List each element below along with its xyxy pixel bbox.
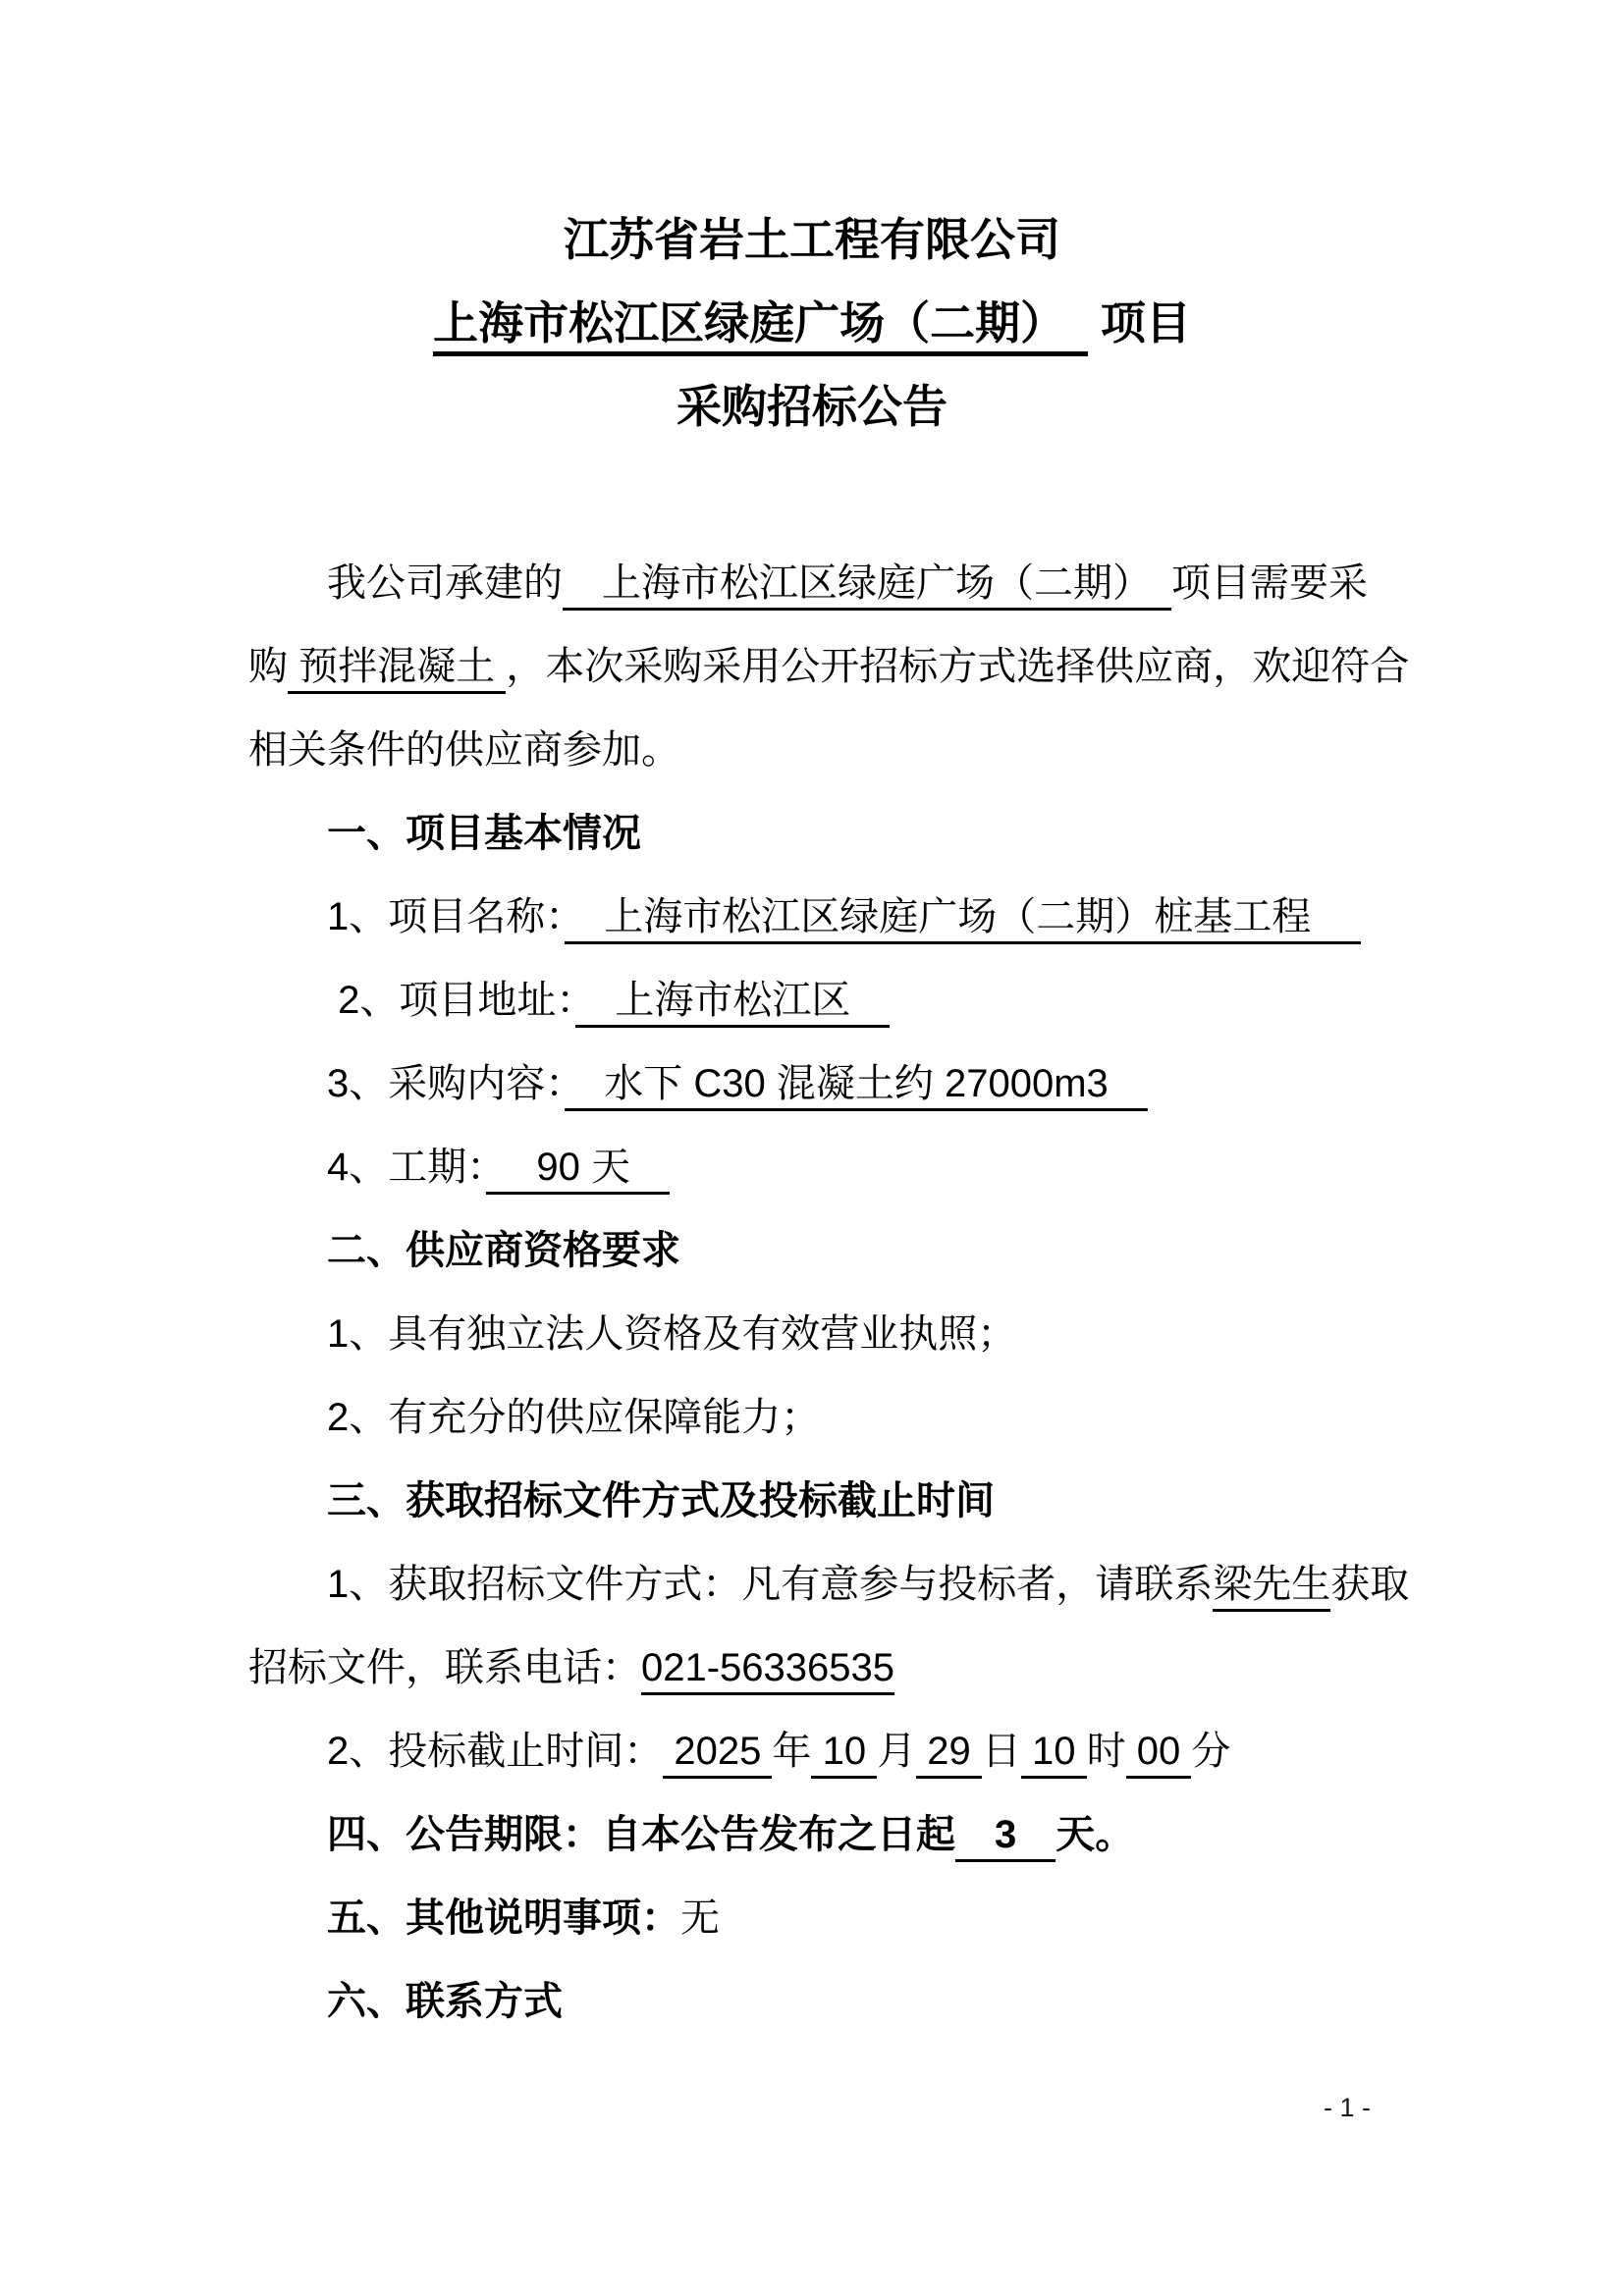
- duration-label: 4、工期：: [327, 1146, 487, 1189]
- deadline-year-unit: 年: [772, 1730, 812, 1773]
- intro-line-3: 相关条件的供应商参加。: [248, 728, 680, 772]
- company-title: 江苏省岩土工程有限公司: [564, 214, 1060, 265]
- intro-line-2: [248, 625, 1410, 709]
- section-heading-basic-info: 一、项目基本情况: [327, 812, 641, 855]
- purchase-content-label: 3、采购内容：: [327, 1062, 566, 1105]
- intro-line-1: [248, 542, 1376, 625]
- section-heading-bidding: 三、获取招标文件方式及投标截止时间: [327, 1479, 995, 1522]
- other-notes-label: 五、其他说明事项：: [327, 1896, 680, 1940]
- deadline-label: 2、投标截止时间：: [327, 1730, 664, 1773]
- announcement-period-prefix: 四、公告期限：自本公告发布之日起: [327, 1813, 955, 1856]
- document-content: [248, 198, 1410, 2044]
- supplier-requirement-1: 1、具有独立法人资格及有效营业执照；: [327, 1312, 1017, 1356]
- deadline-minute: 00: [1126, 1730, 1192, 1779]
- bid-deadline-line: [248, 1710, 1376, 1793]
- item-purchase-content: [248, 1042, 1376, 1126]
- intro-line2-prefix: 购: [248, 645, 288, 688]
- intro-line1-prefix: 我公司承建的: [327, 561, 563, 605]
- obtain-documents-continuation: [248, 1627, 1376, 1710]
- deadline-day: 29: [916, 1730, 982, 1779]
- doc-type-title: 采购招标公告: [677, 381, 947, 432]
- project-name-label: 1、项目名称：: [327, 895, 566, 938]
- item-duration: [248, 1126, 1376, 1209]
- other-notes-value: 无: [680, 1896, 720, 1940]
- announcement-period-days: 3: [955, 1813, 1056, 1862]
- purchase-content-value: 水下 C30 混凝土约 27000m3: [565, 1062, 1148, 1111]
- deadline-day-unit: 日: [981, 1730, 1021, 1773]
- deadline-month: 10: [811, 1730, 877, 1779]
- deadline-year: 2025: [663, 1730, 772, 1779]
- blank-line: [248, 449, 1376, 542]
- section-heading-contact: 六、联系方式: [327, 1980, 563, 2023]
- project-address-value: 上海市松江区: [575, 979, 890, 1028]
- deadline-hour: 10: [1021, 1730, 1087, 1779]
- obtain-documents-prefix: 1、获取招标文件方式：凡有意参与投标者，请联系: [327, 1563, 1214, 1606]
- announcement-period-suffix: 天。: [1056, 1813, 1135, 1856]
- obtain-documents-suffix: 获取: [1330, 1563, 1410, 1606]
- deadline-hour-unit: 时: [1086, 1730, 1126, 1773]
- intro-line1-suffix: 项目需要采: [1171, 561, 1368, 605]
- project-title-line: [248, 282, 1376, 365]
- contact-person: 梁先生: [1213, 1563, 1330, 1612]
- purchase-item-underlined: 预拌混凝土: [288, 645, 506, 694]
- duration-value: 90 天: [486, 1146, 670, 1195]
- intro-line2-suffix: ，本次采购采用公开招标方式选择供应商，欢迎符合: [506, 645, 1410, 688]
- obtain-documents-line: [248, 1543, 1410, 1627]
- project-name-value: 上海市松江区绿庭广场（二期）桩基工程: [565, 895, 1361, 944]
- project-address-label: 2、项目地址：: [327, 979, 576, 1022]
- item-project-address: [248, 959, 1376, 1042]
- intro-project-name-underlined: 上海市松江区绿庭广场（二期）: [563, 561, 1171, 611]
- item-project-name: [248, 876, 1376, 959]
- phone-label: 招标文件，联系电话：: [248, 1646, 641, 1689]
- supplier-requirement-2: 2、有充分的供应保障能力；: [327, 1396, 821, 1439]
- page-number: - 1 -: [1324, 2093, 1372, 2122]
- section-heading-supplier-requirements: 二、供应商资格要求: [327, 1229, 680, 1272]
- project-title-underlined: 上海市松江区绿庭广场（二期）: [433, 297, 1088, 356]
- section-other-notes: [248, 1877, 1376, 1960]
- phone-number: 021-56336535: [641, 1646, 894, 1695]
- deadline-minute-unit: 分: [1191, 1730, 1231, 1773]
- project-title-suffix: 项目: [1088, 297, 1191, 348]
- section-announcement-period: [248, 1793, 1376, 1877]
- deadline-month-unit: 月: [877, 1730, 917, 1773]
